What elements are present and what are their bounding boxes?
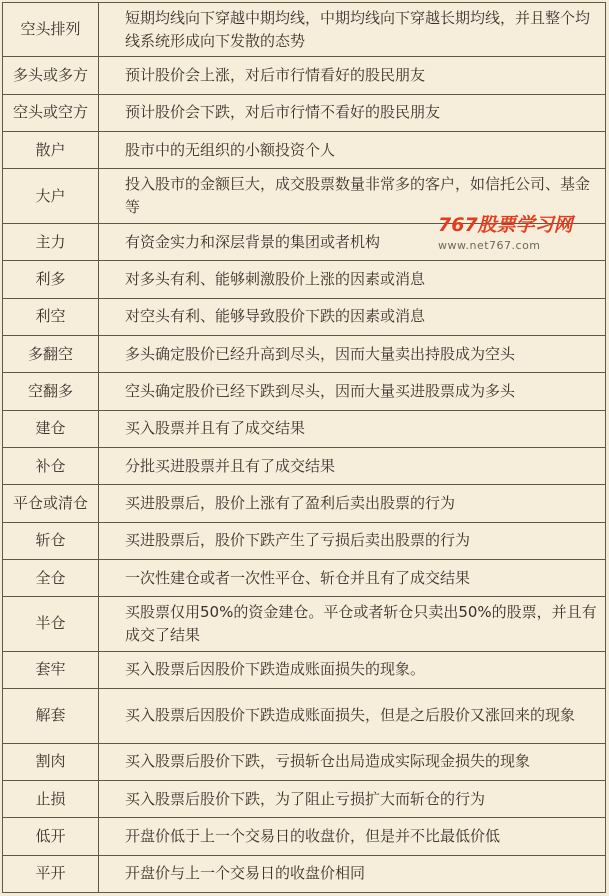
term-cell: 空翻多 [3, 373, 99, 410]
term-cell: 空头或空方 [3, 94, 99, 131]
watermark-logo: 767股票学习网 [438, 214, 573, 236]
definition-cell: 投入股市的金额巨大，成交股票数量非常多的客户，如信托公司、基金等 [99, 169, 606, 223]
watermark-url: www.net767.com [438, 239, 541, 252]
table-row [3, 597, 606, 651]
term-cell: 补仓 [3, 447, 99, 484]
term-cell: 解套 [3, 689, 99, 743]
term-cell: 利多 [3, 261, 99, 298]
definition-cell: 买股票仅用50%的资金建仓。平仓或者斩仓只卖出50%的股票，并且有成交了结果 [99, 597, 606, 651]
table-row [3, 651, 606, 688]
terms-table-body [3, 3, 606, 893]
term-cell: 止损 [3, 780, 99, 817]
term-cell: 空头排列 [3, 3, 99, 57]
table-row [3, 447, 606, 484]
definition-cell: 开盘价低于上一个交易日的收盘价，但是并不比最低价低 [99, 818, 606, 855]
table-row [3, 132, 606, 169]
term-cell: 全仓 [3, 559, 99, 596]
watermark [438, 210, 573, 252]
term-cell: 平开 [3, 855, 99, 892]
definition-cell: 分批买进股票并且有了成交结果 [99, 447, 606, 484]
definition-cell: 买入股票后因股价下跌造成账面损失的现象。 [99, 651, 606, 688]
table-row [3, 373, 606, 410]
term-cell: 散户 [3, 132, 99, 169]
definition-cell: 买入股票后因股价下跌造成账面损失，但是之后股价又涨回来的现象 [99, 689, 606, 743]
table-row [3, 689, 606, 743]
term-cell: 平仓或清仓 [3, 485, 99, 522]
table-row [3, 485, 606, 522]
definition-cell: 对空头有利、能够导致股价下跌的因素或消息 [99, 298, 606, 335]
definition-cell: 买进股票后，股价上涨有了盈利后卖出股票的行为 [99, 485, 606, 522]
definition-cell: 一次性建仓或者一次性平仓、斩仓并且有了成交结果 [99, 559, 606, 596]
definition-cell: 预计股价会下跌，对后市行情不看好的股民朋友 [99, 94, 606, 131]
table-row [3, 335, 606, 372]
definition-cell: 有资金实力和深层背景的集团或者机构 [99, 223, 606, 260]
definition-cell: 买入股票后股价下跌，亏损斩仓出局造成实际现金损失的现象 [99, 743, 606, 780]
term-cell: 多翻空 [3, 335, 99, 372]
table-row [3, 743, 606, 780]
definition-cell: 预计股价会上涨，对后市行情看好的股民朋友 [99, 57, 606, 94]
definition-cell: 买入股票后股价下跌，为了阻止亏损扩大而斩仓的行为 [99, 780, 606, 817]
definition-cell: 多头确定股价已经升高到尽头，因而大量卖出持股成为空头 [99, 335, 606, 372]
table-row [3, 57, 606, 94]
table-row [3, 3, 606, 57]
table-row [3, 855, 606, 892]
term-cell: 割肉 [3, 743, 99, 780]
term-cell: 多头或多方 [3, 57, 99, 94]
table-row [3, 261, 606, 298]
table-row [3, 522, 606, 559]
terms-table [2, 2, 606, 893]
table-row [3, 410, 606, 447]
term-cell: 半仓 [3, 597, 99, 651]
definition-cell: 买进股票后，股价下跌产生了亏损后卖出股票的行为 [99, 522, 606, 559]
table-row [3, 94, 606, 131]
table-row [3, 559, 606, 596]
table-row [3, 298, 606, 335]
term-cell: 利空 [3, 298, 99, 335]
definition-cell: 对多头有利、能够刺激股价上涨的因素或消息 [99, 261, 606, 298]
table-row [3, 818, 606, 855]
term-cell: 建仓 [3, 410, 99, 447]
term-cell: 斩仓 [3, 522, 99, 559]
definition-cell: 买入股票并且有了成交结果 [99, 410, 606, 447]
definition-cell: 空头确定股价已经下跌到尽头，因而大量买进股票成为多头 [99, 373, 606, 410]
definition-cell: 开盘价与上一个交易日的收盘价相同 [99, 855, 606, 892]
definition-cell: 股市中的无组织的小额投资个人 [99, 132, 606, 169]
term-cell: 大户 [3, 169, 99, 223]
definition-cell: 短期均线向下穿越中期均线，中期均线向下穿越长期均线，并且整个均线系统形成向下发散的态势 [99, 3, 606, 57]
term-cell: 套牢 [3, 651, 99, 688]
term-cell: 低开 [3, 818, 99, 855]
table-row [3, 780, 606, 817]
term-cell: 主力 [3, 223, 99, 260]
